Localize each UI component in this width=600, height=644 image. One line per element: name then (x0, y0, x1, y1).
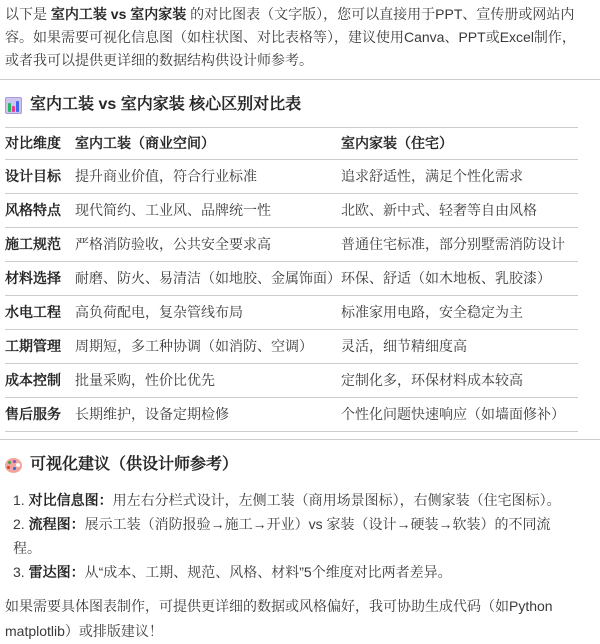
section-divider (0, 439, 600, 440)
table-row (5, 194, 578, 228)
list-item-number: 1. (13, 492, 25, 508)
list-item-number: 2. (13, 516, 25, 532)
list-item-label: 雷达图： (28, 564, 85, 580)
row-commercial-value: 严格消防验收，公共安全要求高 (75, 228, 341, 262)
list-item-text: 从“成本、工期、规范、风格、材料”5个维度对比两者差异。 (84, 564, 452, 580)
row-dimension: 设计目标 (5, 160, 75, 194)
row-residential-value: 北欧、新中式、轻奢等自由风格 (341, 194, 578, 228)
row-dimension: 材料选择 (5, 262, 75, 296)
table-row (5, 398, 578, 432)
list-item-text: 用左右分栏式设计，左侧工装（商用场景图标），右侧家装（住宅图标）。 (112, 492, 561, 508)
row-residential-value: 标准家用电路，安全稳定为主 (341, 296, 578, 330)
row-commercial-value: 耐磨、防火、易清洁（如地胶、金属饰面） (75, 262, 341, 296)
table-row (5, 296, 578, 330)
row-dimension: 售后服务 (5, 398, 75, 432)
intro-paragraph (5, 3, 578, 72)
row-residential-value: 环保、舒适（如木地板、乳胶漆） (341, 262, 578, 296)
intro-bold-topic: 室内工装 vs 室内家装 (50, 6, 187, 22)
comparison-table (5, 127, 578, 432)
row-commercial-value: 提升商业价值，符合行业标准 (75, 160, 341, 194)
table-row (5, 262, 578, 296)
list-item (5, 560, 578, 584)
list-item-label: 流程图： (28, 516, 85, 532)
table-row (5, 364, 578, 398)
palette-icon (5, 458, 22, 473)
table-row (5, 160, 578, 194)
row-residential-value: 定制化多，环保材料成本较高 (341, 364, 578, 398)
table-section-heading (5, 95, 578, 115)
list-item (5, 512, 578, 560)
row-commercial-value: 高负荷配电，复杂管线布局 (75, 296, 341, 330)
intro-text-post: 的对比图表（文字版），您可以直接用于PPT、宣传册或网站内容。如果需要可视化信息图（如柱状图、对比表格等），建议使用Canva、PPT或Excel制作，或者我可以提供更详细的数据结构供设计师参考。 (5, 6, 576, 68)
intro-text-pre: 以下是 (5, 6, 51, 22)
row-residential-value: 灵活，细节精细度高 (341, 330, 578, 364)
row-dimension: 施工规范 (5, 228, 75, 262)
list-item-label: 对比信息图： (28, 492, 113, 508)
row-dimension: 风格特点 (5, 194, 75, 228)
table-section-title: 室内工装 vs 室内家装 核心区别对比表 (30, 96, 302, 113)
row-dimension: 成本控制 (5, 364, 75, 398)
bar-chart-icon (5, 97, 22, 114)
table-row (5, 330, 578, 364)
row-commercial-value: 长期维护，设备定期检修 (75, 398, 341, 432)
suggestions-section-heading (5, 455, 578, 475)
row-residential-value: 个性化问题快速响应（如墙面修补） (341, 398, 578, 432)
table-row (5, 228, 578, 262)
row-commercial-value: 现代简约、工业风、品牌统一性 (75, 194, 341, 228)
table-header-row (5, 128, 578, 160)
row-residential-value: 普通住宅标准，部分别墅需消防设计 (341, 228, 578, 262)
row-commercial-value: 周期短，多工种协调（如消防、空调） (75, 330, 341, 364)
row-residential-value: 追求舒适性，满足个性化需求 (341, 160, 578, 194)
outro-paragraph: 如果需要具体图表制作，可提供更详细的数据或风格偏好，我可协助生成代码（如Python matplotlib）或排版建议！ (5, 598, 553, 639)
column-header-commercial: 室内工装（商业空间） (75, 128, 341, 160)
column-header-dimension: 对比维度 (5, 128, 75, 160)
list-item (5, 488, 578, 512)
suggestions-section-title: 可视化建议（供设计师参考） (30, 456, 239, 473)
suggestions-list (5, 488, 578, 584)
section-divider (0, 79, 600, 80)
list-item-text: 展示工装（消防报验→施工→开业）vs 家装（设计→硬装→软装）的不同流程。 (13, 516, 551, 556)
column-header-residential: 室内家装（住宅） (341, 128, 578, 160)
row-dimension: 水电工程 (5, 296, 75, 330)
row-commercial-value: 批量采购，性价比优先 (75, 364, 341, 398)
list-item-number: 3. (13, 564, 25, 580)
row-dimension: 工期管理 (5, 330, 75, 364)
